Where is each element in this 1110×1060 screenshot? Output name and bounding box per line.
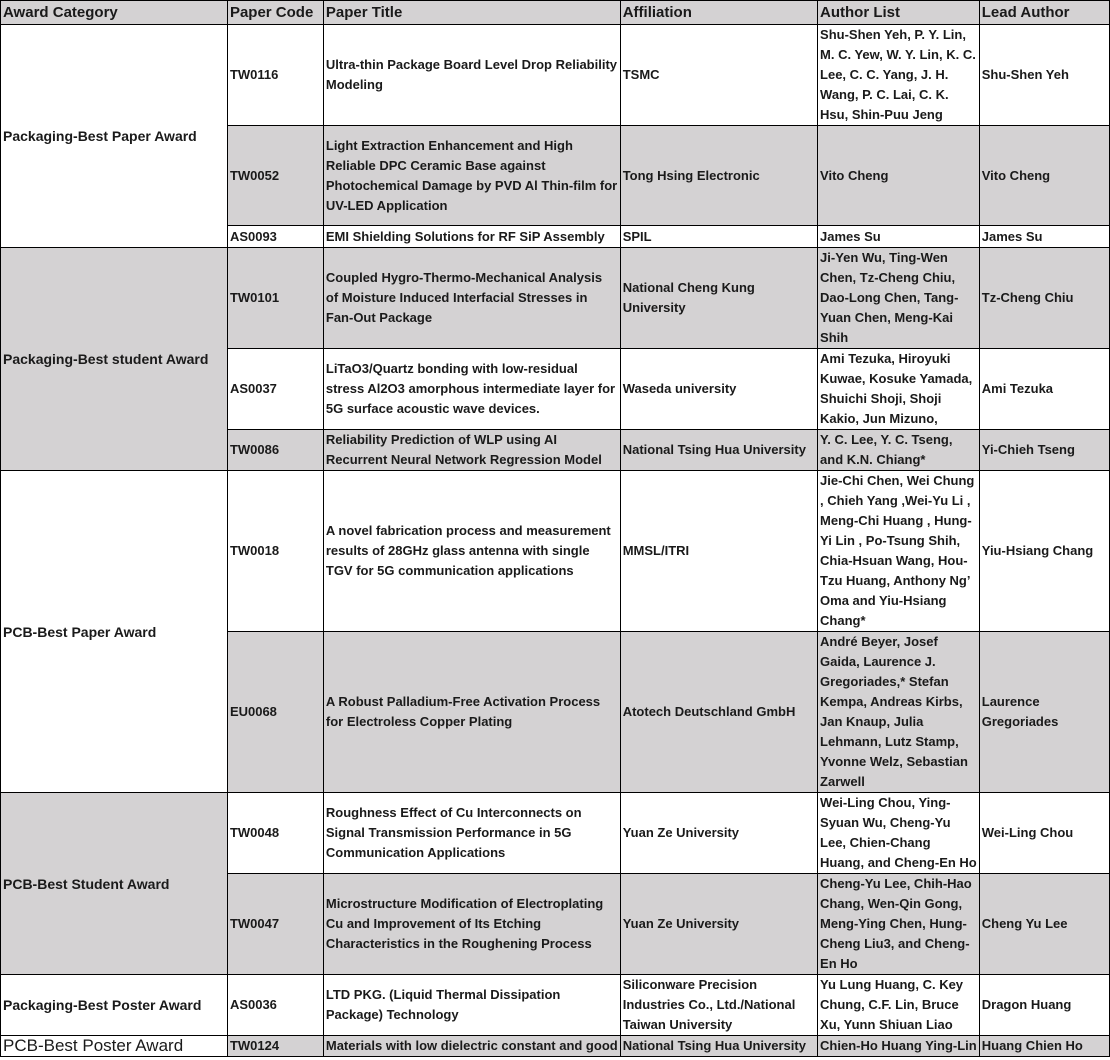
affiliation-cell: Yuan Ze University: [620, 793, 817, 874]
paper-code-cell: TW0086: [227, 430, 323, 471]
lead-author-cell: Wei-Ling Chou: [979, 793, 1109, 874]
author-list-cell: Y. C. Lee, Y. C. Tseng, and K.N. Chiang*: [818, 430, 980, 471]
col-header-author-list: Author List: [818, 1, 980, 25]
col-header-paper-title: Paper Title: [323, 1, 620, 25]
paper-title-cell: EMI Shielding Solutions for RF SiP Assembly: [323, 226, 620, 248]
col-header-affiliation: Affiliation: [620, 1, 817, 25]
author-list-cell: Cheng-Yu Lee, Chih-Hao Chang, Wen-Qin Gong, Meng-Ying Chen, Hung-Cheng Liu3, and Cheng-En Ho: [818, 874, 980, 975]
affiliation-cell: National Cheng Kung University: [620, 248, 817, 349]
paper-title-cell: Materials with low dielectric constant and good: [323, 1036, 620, 1057]
paper-code-cell: TW0047: [227, 874, 323, 975]
award-category-cell: PCB-Best Student Award: [1, 793, 228, 975]
lead-author-cell: Laurence Gregoriades: [979, 632, 1109, 793]
affiliation-cell: TSMC: [620, 25, 817, 126]
lead-author-cell: Dragon Huang: [979, 975, 1109, 1036]
paper-title-cell: Reliability Prediction of WLP using AI Recurrent Neural Network Regression Model: [323, 430, 620, 471]
award-category-cell: Packaging-Best Paper Award: [1, 25, 228, 248]
paper-title-cell: LTD PKG. (Liquid Thermal Dissipation Package) Technology: [323, 975, 620, 1036]
lead-author-cell: Yiu-Hsiang Chang: [979, 471, 1109, 632]
lead-author-cell: Shu-Shen Yeh: [979, 25, 1109, 126]
table-row: [1, 471, 1110, 632]
paper-title-cell: Coupled Hygro-Thermo-Mechanical Analysis of Moisture Induced Interfacial Stresses in Fan-Out Package: [323, 248, 620, 349]
lead-author-cell: Ami Tezuka: [979, 349, 1109, 430]
author-list-cell: Chien-Ho Huang Ying-Lin: [818, 1036, 980, 1057]
lead-author-cell: Yi-Chieh Tseng: [979, 430, 1109, 471]
table-row: [1, 1036, 1110, 1057]
author-list-cell: Ami Tezuka, Hiroyuki Kuwae, Kosuke Yamada, Shuichi Shoji, Shoji Kakio, Jun Mizuno,: [818, 349, 980, 430]
header-row: [1, 1, 1110, 25]
author-list-cell: Ji-Yen Wu, Ting-Wen Chen, Tz-Cheng Chiu, Dao-Long Chen, Tang-Yuan Chen, Meng-Kai Shih: [818, 248, 980, 349]
paper-title-cell: A novel fabrication process and measurement results of 28GHz glass antenna with single TGV for 5G communication applications: [323, 471, 620, 632]
paper-title-cell: LiTaO3/Quartz bonding with low-residual stress Al2O3 amorphous intermediate layer for 5G surface acoustic wave devices.: [323, 349, 620, 430]
affiliation-cell: Waseda university: [620, 349, 817, 430]
author-list-cell: Wei-Ling Chou, Ying-Syuan Wu, Cheng-Yu Lee, Chien-Chang Huang, and Cheng-En Ho: [818, 793, 980, 874]
paper-code-cell: EU0068: [227, 632, 323, 793]
author-list-cell: Vito Cheng: [818, 126, 980, 226]
col-header-award-category: Award Category: [1, 1, 228, 25]
lead-author-cell: Huang Chien Ho: [979, 1036, 1109, 1057]
paper-title-cell: Light Extraction Enhancement and High Reliable DPC Ceramic Base against Photochemical Damage by PVD Al Thin-film for UV-LED Application: [323, 126, 620, 226]
table-row: [1, 25, 1110, 126]
author-list-cell: Shu-Shen Yeh, P. Y. Lin, M. C. Yew, W. Y. Lin, K. C. Lee, C. C. Yang, J. H. Wang, P. C. Lai, C. K. Hsu, Shin-Puu Jeng: [818, 25, 980, 126]
paper-code-cell: TW0052: [227, 126, 323, 226]
affiliation-cell: MMSL/ITRI: [620, 471, 817, 632]
affiliation-cell: National Tsing Hua University: [620, 1036, 817, 1057]
col-header-lead-author: Lead Author: [979, 1, 1109, 25]
col-header-paper-code: Paper Code: [227, 1, 323, 25]
author-list-cell: André Beyer, Josef Gaida, Laurence J. Gregoriades,* Stefan Kempa, Andreas Kirbs, Jan Knaup, Julia Lehmann, Lutz Stamp, Yvonne Welz, Sebastian Zarwell: [818, 632, 980, 793]
award-category-cell: PCB-Best Paper Award: [1, 471, 228, 793]
lead-author-cell: Tz-Cheng Chiu: [979, 248, 1109, 349]
paper-title-cell: Microstructure Modification of Electroplating Cu and Improvement of Its Etching Characteristics in the Roughening Process: [323, 874, 620, 975]
paper-code-cell: AS0093: [227, 226, 323, 248]
paper-code-cell: TW0124: [227, 1036, 323, 1057]
lead-author-cell: Vito Cheng: [979, 126, 1109, 226]
table-row: [1, 248, 1110, 349]
lead-author-cell: James Su: [979, 226, 1109, 248]
award-category-cell: Packaging-Best student Award: [1, 248, 228, 471]
award-category-cell: PCB-Best Poster Award: [1, 1036, 228, 1057]
paper-code-cell: TW0048: [227, 793, 323, 874]
paper-title-cell: Roughness Effect of Cu Interconnects on Signal Transmission Performance in 5G Communication Applications: [323, 793, 620, 874]
affiliation-cell: National Tsing Hua University: [620, 430, 817, 471]
award-category-cell: Packaging-Best Poster Award: [1, 975, 228, 1036]
paper-title-cell: Ultra-thin Package Board Level Drop Reliability Modeling: [323, 25, 620, 126]
affiliation-cell: Siliconware Precision Industries Co., Ltd./National Taiwan University: [620, 975, 817, 1036]
author-list-cell: Jie-Chi Chen, Wei Chung , Chieh Yang ,Wei-Yu Li , Meng-Chi Huang , Hung-Yi Lin , Po-Tsung Shih, Chia-Hsuan Wang, Hou-Tzu Huang, Anthony Ng’ Oma and Yiu-Hsiang Chang*: [818, 471, 980, 632]
author-list-cell: Yu Lung Huang, C. Key Chung, C.F. Lin, Bruce Xu, Yunn Shiuan Liao: [818, 975, 980, 1036]
affiliation-cell: Tong Hsing Electronic: [620, 126, 817, 226]
paper-code-cell: TW0018: [227, 471, 323, 632]
paper-title-cell: A Robust Palladium-Free Activation Process for Electroless Copper Plating: [323, 632, 620, 793]
affiliation-cell: SPIL: [620, 226, 817, 248]
paper-code-cell: TW0116: [227, 25, 323, 126]
paper-code-cell: TW0101: [227, 248, 323, 349]
affiliation-cell: Atotech Deutschland GmbH: [620, 632, 817, 793]
author-list-cell: James Su: [818, 226, 980, 248]
affiliation-cell: Yuan Ze University: [620, 874, 817, 975]
table-row: [1, 975, 1110, 1036]
lead-author-cell: Cheng Yu Lee: [979, 874, 1109, 975]
paper-code-cell: AS0036: [227, 975, 323, 1036]
table-row: [1, 793, 1110, 874]
paper-code-cell: AS0037: [227, 349, 323, 430]
